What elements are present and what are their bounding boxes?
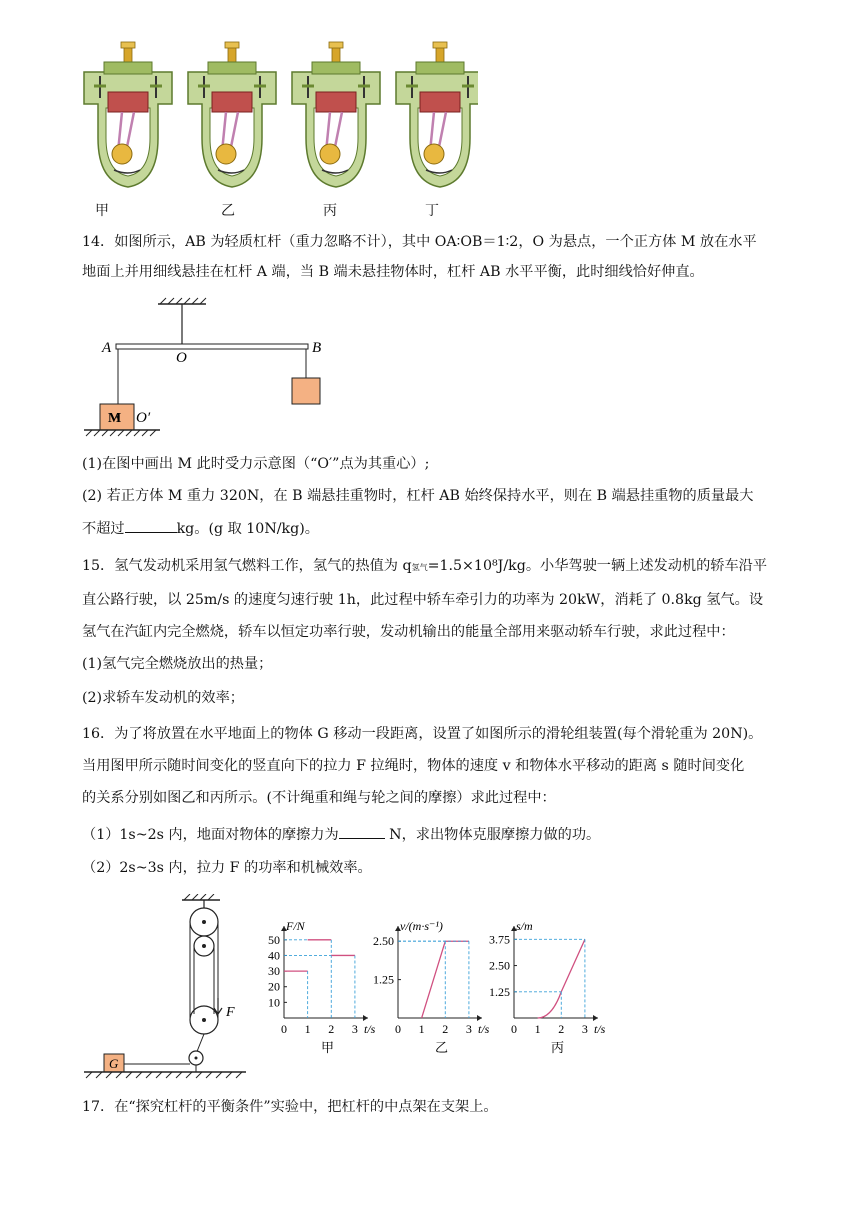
chart0-ytick: 50 xyxy=(268,932,280,947)
q16-line2: 当用图甲所示随时间变化的竖直向下的拉力 F 拉绳时，物体的速度 v 和物体水平移动的距离 s 随时间变化 xyxy=(82,758,745,774)
chart2-series-line xyxy=(538,939,585,1018)
lever-label-M: M xyxy=(108,411,122,426)
chart2-xlabel: t/s xyxy=(594,1022,606,1036)
lever-label-O: O xyxy=(176,350,187,366)
pulley-figure xyxy=(80,894,250,1080)
chart0-ytick: 30 xyxy=(268,964,280,979)
chart0-xlabel: t/s xyxy=(364,1022,376,1036)
q15-line2: 直公路行驶，以 25m/s 的速度匀速行驶 1h，此过程中轿车牵引力的功率为 20kW，消耗了 0.8kg 氢气。设 xyxy=(82,592,764,608)
lever-label-A: A xyxy=(102,340,112,356)
pulley-label-F: F xyxy=(226,1005,235,1020)
engine-label-bing: 丙 xyxy=(323,203,337,219)
engine-figure xyxy=(78,40,478,220)
q16-line3: 的关系分别如图乙和丙所示。(不计绳重和绳与轮之间的摩擦）求此过程中： xyxy=(82,790,556,806)
q14-line2: 地面上并用细线悬挂在杠杆 A 端，当 B 端未悬挂物体时，杠杆 AB 水平平衡，此时细线恰好伸直。 xyxy=(82,264,704,280)
chart0-x-arrow xyxy=(363,1015,368,1021)
q14-sub2b-pre: 不超过 xyxy=(82,521,125,537)
q16-sub1 xyxy=(82,824,782,845)
engine-diagrams xyxy=(78,40,478,220)
chart1-xtick: 3 xyxy=(465,1022,472,1036)
chart1-x-arrow xyxy=(477,1015,482,1021)
lever-figure xyxy=(80,296,340,440)
q15-sub2: (2)求轿车发动机的效率； xyxy=(82,690,244,706)
q14-answer-blank[interactable] xyxy=(125,518,177,533)
chart0-caption: 甲 xyxy=(321,1040,335,1055)
q16-sub1-post: N，求出物体克服摩擦力做的功。 xyxy=(384,827,601,843)
chart2-xtick: 1 xyxy=(534,1022,541,1036)
engine-label-ding: 丁 xyxy=(425,203,439,219)
chart2-ytick: 3.75 xyxy=(489,932,510,947)
chart2-xtick: 3 xyxy=(581,1022,588,1036)
lever-label-Oprime: O′ xyxy=(136,410,151,426)
q16-line1: 16．为了将放置在水平地面上的物体 G 移动一段距离，设置了如图所示的滑轮组装置(每个滑轮重为 20N)。 xyxy=(82,726,763,742)
q16-answer-blank[interactable] xyxy=(339,824,385,839)
chart2-xtick: 2 xyxy=(558,1022,565,1036)
q14-sub2b-post: kg。(g 取 10N/kg)。 xyxy=(176,521,319,537)
chart2-x-arrow xyxy=(593,1015,598,1021)
pulley-label-G: G xyxy=(109,1056,119,1071)
chart0-ytick: 40 xyxy=(268,948,280,963)
motion-graphs xyxy=(256,920,616,1060)
chart0-xtick: 1 xyxy=(304,1022,311,1036)
q15-line3: 氢气在汽缸内完全燃烧，轿车以恒定功率行驶，发动机输出的能量全部用来驱动轿车行驶，求此过程中： xyxy=(82,624,735,640)
q16-sub1-pre: （1）1s~2s 内，地面对物体的摩擦力为 xyxy=(82,827,339,843)
engine-label-jia: 甲 xyxy=(95,203,109,219)
chart1-ylabel: v/(m·s⁻¹) xyxy=(400,920,443,933)
chart0-xtick: 0 xyxy=(281,1022,287,1036)
chart2-xtick: 0 xyxy=(511,1022,517,1036)
engine-label-yi: 乙 xyxy=(221,203,235,219)
chart0-xtick: 3 xyxy=(351,1022,358,1036)
q15-line1-pre: 15．氢气发动机采用氢气燃料工作，氢气的热值为 q xyxy=(82,558,412,574)
chart1-xtick: 1 xyxy=(418,1022,425,1036)
q15-line1-sub: 氢气 xyxy=(411,563,428,572)
lever-label-B: B xyxy=(312,340,322,356)
q15-line1-post: =1.5×10⁸J/kg。小华驾驶一辆上述发动机的轿车沿平 xyxy=(427,558,768,574)
chart2-ylabel: s/m xyxy=(516,920,533,933)
chart1-xlabel: t/s xyxy=(478,1022,490,1036)
q15-line1 xyxy=(82,556,782,578)
q14-sub1: (1)在图中画出 M 此时受力示意图（“O′”点为其重心）; xyxy=(82,456,430,472)
chart1-xtick: 0 xyxy=(395,1022,401,1036)
chart0-ytick: 20 xyxy=(268,979,280,994)
q15-sub1: (1)氢气完全燃烧放出的热量； xyxy=(82,656,273,672)
chart0-ylabel: F/N xyxy=(286,920,305,933)
chart1-xtick: 2 xyxy=(442,1022,449,1036)
chart2-caption: 丙 xyxy=(551,1040,565,1055)
chart1-caption: 乙 xyxy=(435,1040,449,1055)
chart1-ytick: 1.25 xyxy=(373,972,394,987)
q14-sub2a: (2) 若正方体 M 重力 320N，在 B 端悬挂重物时，杠杆 AB 始终保持水平，则在 B 端悬挂重物的质量最大 xyxy=(82,488,754,504)
chart1-ytick: 2.50 xyxy=(373,934,394,949)
q14-sub2b xyxy=(82,518,782,539)
chart0-xtick: 2 xyxy=(328,1022,335,1036)
q14-line1: 14．如图所示，AB 为轻质杠杆（重力忽略不计），其中 OA∶OB＝1∶2，O 为悬点，一个正方体 M 放在水平 xyxy=(82,234,757,250)
chart2-ytick: 2.50 xyxy=(489,958,510,973)
chart0-ytick: 10 xyxy=(268,995,280,1010)
q16-sub2: （2）2s~3s 内，拉力 F 的功率和机械效率。 xyxy=(82,860,372,876)
q17-line1: 17．在“探究杠杆的平衡条件”实验中，把杠杆的中点架在支架上。 xyxy=(82,1099,498,1115)
chart2-ytick: 1.25 xyxy=(489,984,510,999)
